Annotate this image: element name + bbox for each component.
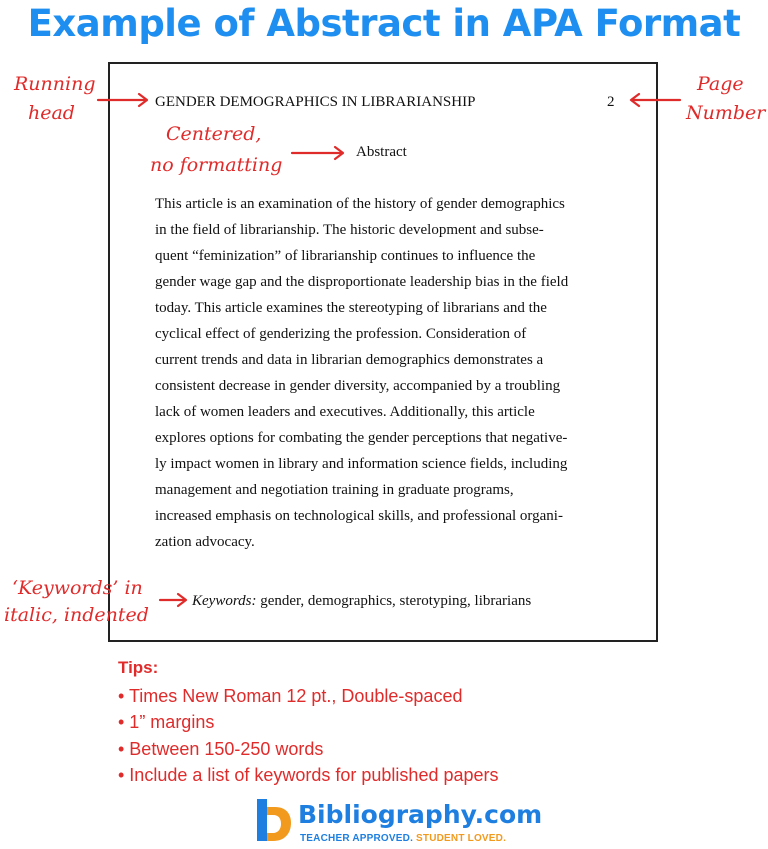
annotation-page-number-line2: Number — [686, 102, 766, 124]
annotation-centered-line2: no formatting — [150, 154, 283, 176]
abstract-line: gender wage gap and the disproportionate leadership bias in the field — [155, 274, 569, 290]
page-title: Example of Abstract in APA Format — [27, 2, 741, 45]
annotation-keywords-line1: ‘Keywords’ in — [12, 577, 143, 599]
tips-title: Tips: — [118, 658, 159, 677]
tip-item: • Times New Roman 12 pt., Double-spaced — [118, 686, 463, 706]
arrow-centered-icon — [292, 147, 343, 159]
abstract-line: management and negotiation training in graduate programs, — [155, 482, 514, 498]
abstract-line: in the field of librarianship. The historic development and subse- — [155, 222, 544, 238]
keywords-label: Keywords: — [192, 593, 257, 609]
abstract-line: explores options for combating the gender perceptions that negative- — [155, 430, 568, 446]
abstract-line: ly impact women in library and information science fields, including — [155, 456, 568, 472]
tip-item: • Between 150-250 words — [118, 739, 324, 759]
bibliography-logo-icon — [253, 797, 293, 847]
abstract-line: This article is an examination of the history of gender demographics — [155, 196, 565, 212]
brand-name: Bibliography.com — [298, 800, 543, 829]
abstract-line: consistent decrease in gender diversity, accompanied by a troubling — [155, 378, 561, 394]
abstract-line: quent “feminization” of librarianship continues to influence the — [155, 248, 536, 264]
annotation-keywords-line2: italic, indented — [4, 604, 149, 626]
brand-tagline — [300, 833, 506, 844]
abstract-line: lack of women leaders and executives. Additionally, this article — [155, 404, 535, 420]
arrow-page-number-icon — [631, 94, 680, 106]
abstract-heading: Abstract — [356, 144, 407, 160]
abstract-line: zation advocacy. — [155, 534, 255, 550]
tagline-part2: STUDENT LOVED. — [416, 833, 507, 844]
abstract-line: increased emphasis on technological skills, and professional organi- — [155, 508, 563, 524]
annotation-running-head-line2: head — [28, 102, 75, 124]
tip-item: • Include a list of keywords for published papers — [118, 765, 499, 785]
arrow-running-head-icon — [98, 94, 147, 106]
tagline-part1: TEACHER APPROVED. — [300, 833, 417, 844]
abstract-line: current trends and data in librarian demographics demonstrates a — [155, 352, 544, 368]
keywords-value: gender, demographics, sterotyping, librarians — [256, 593, 532, 609]
page-number: 2 — [607, 94, 615, 110]
annotation-running-head-line1: Running — [14, 73, 96, 95]
annotation-page-number-line1: Page — [697, 73, 744, 95]
arrow-keywords-icon — [160, 594, 186, 606]
tip-item: • 1” margins — [118, 712, 215, 732]
abstract-line: today. This article examines the stereotyping of librarians and the — [155, 300, 547, 316]
running-head: GENDER DEMOGRAPHICS IN LIBRARIANSHIP — [155, 94, 476, 110]
annotation-centered-line1: Centered, — [166, 123, 262, 145]
abstract-line: cyclical effect of genderizing the profession. Consideration of — [155, 326, 527, 342]
